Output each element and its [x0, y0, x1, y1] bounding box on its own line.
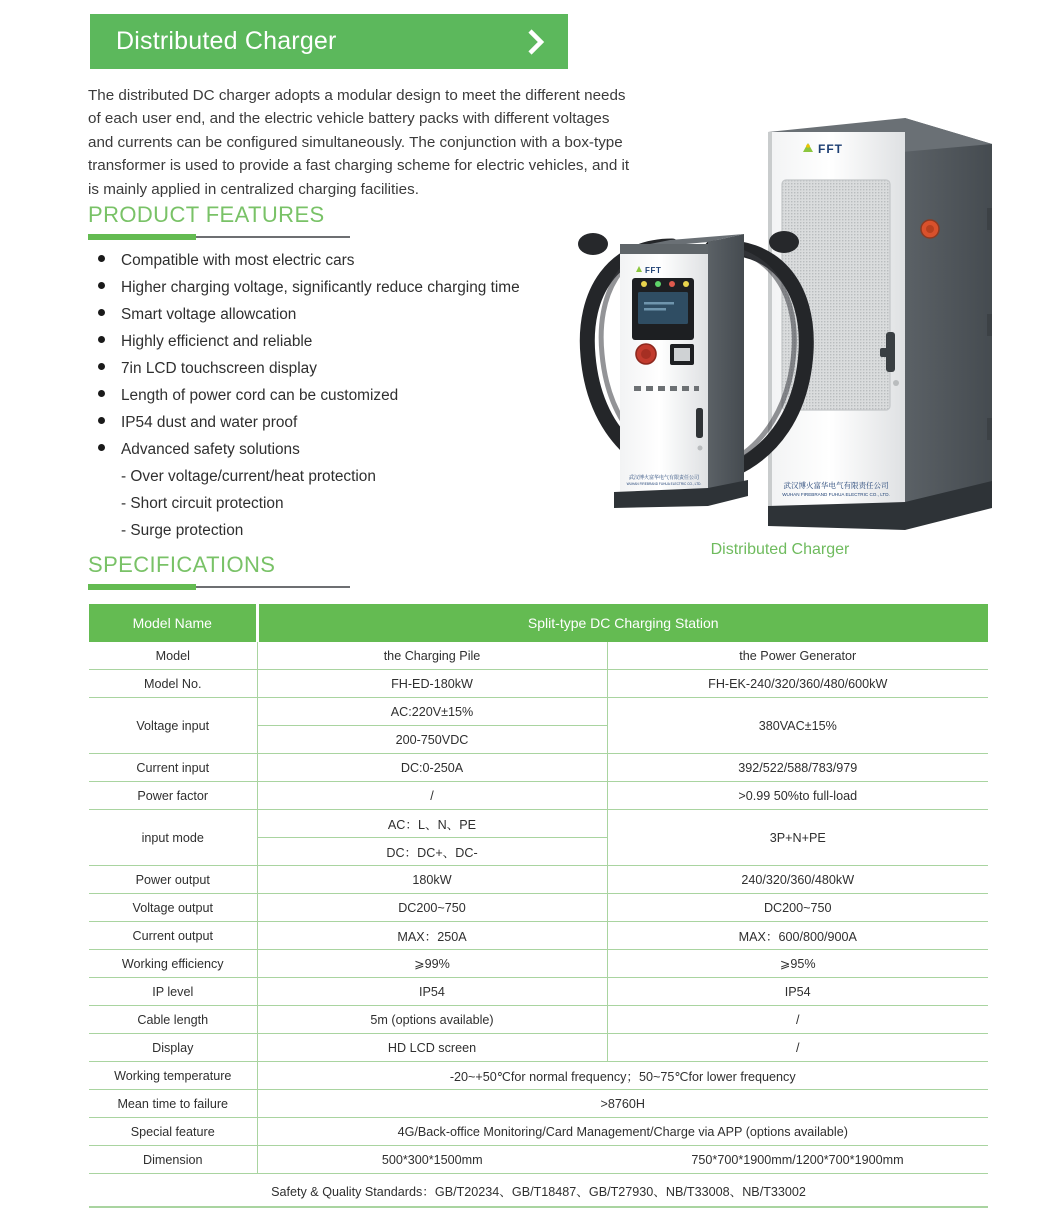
sub-list-item: - Surge protection	[121, 522, 244, 539]
table-row	[89, 1090, 988, 1118]
row-value-pile-b: DC：DC+、DC-	[257, 838, 607, 866]
row-label: IP level	[89, 978, 257, 1006]
row-value-pile: ⩾99%	[257, 950, 607, 978]
list-item	[98, 441, 568, 468]
table-row	[89, 894, 988, 922]
table-header-row	[89, 604, 988, 642]
row-value-generator: >0.99 50%to full-load	[607, 782, 988, 810]
list-item	[98, 279, 568, 306]
row-value-generator: 750*700*1900mm/1200*700*1900mm	[607, 1146, 988, 1174]
row-value-merged: -20~+50℃for normal frequency；50~75℃for lower frequency	[257, 1062, 988, 1090]
table-row	[89, 978, 988, 1006]
table-footer-row	[89, 1174, 988, 1208]
safety-standards-text: Safety & Quality Standards：GB/T20234、GB/T18487、GB/T27930、NB/T33008、NB/T33002	[89, 1174, 988, 1208]
row-label: Special feature	[89, 1118, 257, 1146]
row-value-pile-a: AC：L、N、PE	[257, 810, 607, 838]
row-label: Working temperature	[89, 1062, 257, 1090]
table-row	[89, 1146, 988, 1174]
table-row	[89, 782, 988, 810]
feature-list	[98, 252, 568, 549]
svg-text:武汉博火富华电气有限责任公司: 武汉博火富华电气有限责任公司	[628, 475, 700, 481]
list-item	[98, 360, 568, 387]
bullet-icon	[98, 282, 105, 289]
bullet-icon	[98, 417, 105, 424]
row-value-pile: 180kW	[257, 866, 607, 894]
feature-label: 7in LCD touchscreen display	[121, 360, 317, 377]
table-row	[89, 866, 988, 894]
product-photo-group	[560, 96, 1000, 536]
bullet-icon	[98, 255, 105, 262]
table-row	[89, 698, 988, 726]
row-value-generator: DC200~750	[607, 894, 988, 922]
row-value-generator: /	[607, 1006, 988, 1034]
sub-list-item: - Short circuit protection	[121, 495, 284, 512]
row-value-pile: MAX：250A	[257, 922, 607, 950]
table-row	[89, 670, 988, 698]
svg-text:FFT: FFT	[645, 266, 662, 275]
feature-label: Compatible with most electric cars	[121, 252, 355, 269]
page-title: Distributed Charger	[116, 27, 337, 55]
list-item	[98, 252, 568, 279]
heading-underline	[88, 234, 350, 240]
underline-green-segment	[88, 584, 196, 590]
feature-label: Higher charging voltage, significantly reduce charging time	[121, 279, 520, 296]
feature-label: Smart voltage allowcation	[121, 306, 297, 323]
row-label: Dimension	[89, 1146, 257, 1174]
table-row	[89, 1062, 988, 1090]
table-row	[89, 810, 988, 838]
row-label: Model	[89, 642, 257, 670]
specifications-heading	[88, 552, 350, 590]
row-value-pile: DC200~750	[257, 894, 607, 922]
section-title: PRODUCT FEATURES	[88, 202, 325, 227]
row-value-pile-a: AC:220V±15%	[257, 698, 607, 726]
row-value-pile: 5m (options available)	[257, 1006, 607, 1034]
row-value-generator: MAX：600/800/900A	[607, 922, 988, 950]
row-value-pile: 500*300*1500mm	[257, 1146, 607, 1174]
row-value-merged: 4G/Back-office Monitoring/Card Management/Charge via APP (options available)	[257, 1118, 988, 1146]
row-label: Power output	[89, 866, 257, 894]
header-model-name: Model Name	[89, 604, 257, 642]
row-value-generator: 392/522/588/783/979	[607, 754, 988, 782]
bullet-icon	[98, 309, 105, 316]
feature-label: Length of power cord can be customized	[121, 387, 399, 404]
row-value-pile: HD LCD screen	[257, 1034, 607, 1062]
list-item	[98, 414, 568, 441]
sub-list-item: - Over voltage/current/heat protection	[121, 468, 376, 485]
table-row	[89, 1006, 988, 1034]
product-photos-illustration	[560, 96, 1000, 536]
table-row	[89, 642, 988, 670]
list-item	[98, 333, 568, 360]
row-value-generator: /	[607, 1034, 988, 1062]
cabinet-company-name-cn: 武汉博火富华电气有限责任公司	[783, 481, 889, 490]
bullet-icon	[98, 336, 105, 343]
photo-caption: Distributed Charger	[710, 541, 850, 558]
product-features-heading	[88, 202, 350, 240]
row-value-pile: FH-ED-180kW	[257, 670, 607, 698]
list-item	[98, 387, 568, 414]
table-row	[89, 754, 988, 782]
row-label: Voltage output	[89, 894, 257, 922]
row-value-merged: >8760H	[257, 1090, 988, 1118]
table-row	[89, 922, 988, 950]
heading-underline	[88, 584, 350, 590]
row-value-pile: the Charging Pile	[257, 642, 607, 670]
feature-label: IP54 dust and water proof	[121, 414, 298, 431]
feature-label: Advanced safety solutions	[121, 441, 300, 458]
row-value-pile: /	[257, 782, 607, 810]
row-value-generator: the Power Generator	[607, 642, 988, 670]
row-label: Mean time to failure	[89, 1090, 257, 1118]
row-label: Current input	[89, 754, 257, 782]
row-label: Power factor	[89, 782, 257, 810]
row-label: Voltage input	[89, 698, 257, 754]
bullet-icon	[98, 444, 105, 451]
row-value-generator: IP54	[607, 978, 988, 1006]
row-value-generator: 380VAC±15%	[607, 698, 988, 754]
row-label: Working efficiency	[89, 950, 257, 978]
bullet-icon	[98, 390, 105, 397]
row-value-pile-b: 200-750VDC	[257, 726, 607, 754]
cabinet-company-name-en: WUHAN FIREBRAND FUHUA ELECTRIC CO., LTD.	[782, 492, 890, 497]
underline-green-segment	[88, 234, 196, 240]
row-label: input mode	[89, 810, 257, 866]
row-value-generator: 240/320/360/480kW	[607, 866, 988, 894]
underline-gray-segment	[196, 586, 350, 588]
header-product-type: Split-type DC Charging Station	[257, 604, 988, 642]
row-label: Model No.	[89, 670, 257, 698]
svg-text:FFT: FFT	[818, 142, 843, 156]
intro-paragraph: The distributed DC charger adopts a modular design to meet the different needs of each user end, and the electric vehicle battery packs with different voltages and currents can be configured simultaneously. The conjunction with a box-type transformer is used to provide a fast charging scheme for electric vehicles, and it is mainly applied in centralized charging facilities.	[88, 87, 630, 198]
feature-label: Highly efficienct and reliable	[121, 333, 313, 350]
row-value-generator: 3P+N+PE	[607, 810, 988, 866]
table-row	[89, 950, 988, 978]
page-title-banner	[90, 14, 568, 69]
table-row	[89, 1118, 988, 1146]
row-value-generator: FH-EK-240/320/360/480/600kW	[607, 670, 988, 698]
row-label: Current output	[89, 922, 257, 950]
row-value-generator: ⩾95%	[607, 950, 988, 978]
svg-text:WUHAN FIREBRAND FUHUA ELECTRIC: WUHAN FIREBRAND FUHUA ELECTRIC CO., LTD.	[626, 482, 702, 486]
section-title: SPECIFICATIONS	[88, 552, 276, 577]
row-value-pile: DC:0-250A	[257, 754, 607, 782]
row-label: Cable length	[89, 1006, 257, 1034]
bullet-icon	[98, 363, 105, 370]
list-item	[98, 306, 568, 333]
chevron-right-icon	[526, 27, 546, 57]
row-label: Display	[89, 1034, 257, 1062]
underline-gray-segment	[196, 236, 350, 238]
row-value-pile: IP54	[257, 978, 607, 1006]
table-row	[89, 1034, 988, 1062]
specifications-table	[89, 604, 988, 1208]
